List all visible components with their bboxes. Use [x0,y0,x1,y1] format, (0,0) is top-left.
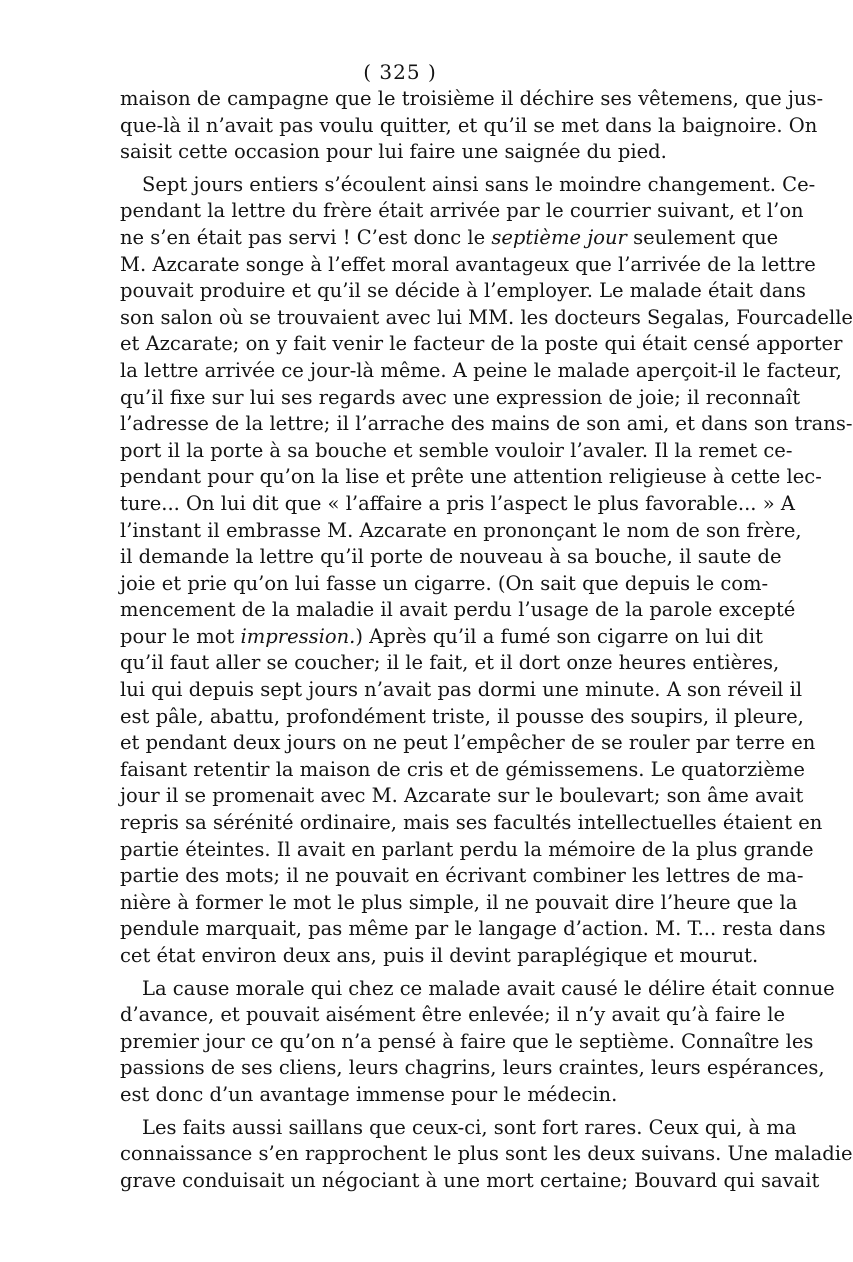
text-line: passions de ses cliens, leurs chagrins, leurs craintes, leurs espérances, [120,1056,825,1080]
text-line: d’avance, et pouvait aisément être enlevée; il n’y avait qu’à faire le [120,1003,786,1027]
text-run: ) Après qu’il a fumé son cigarre on lui dit [355,624,763,648]
paragraph-4 [120,1115,853,1195]
text-line: premier jour ce qu’on n’a pensé à faire que le septième. Connaître les [120,1029,814,1053]
text-line: connaissance s’en rapprochent le plus sont les deux suivans. Une maladie [120,1142,853,1166]
text-line: faisant retentir la maison de cris et de gémissemens. Le quatorzième [120,757,805,781]
text-line: pendule marquait, pas même par le langage d’action. M. T... resta dans [120,917,826,941]
italic-run: septième jour [491,225,627,249]
paragraph-2 [120,172,853,970]
text-line: est pâle, abattu, profondément triste, il pousse des soupirs, il pleure, [120,704,804,728]
text-line-with-italic [120,624,763,651]
text-line: lui qui depuis sept jours n’avait pas dormi une minute. A son réveil il [120,678,803,702]
text-run: seulement que [626,225,779,249]
text-line: repris sa sérénité ordinaire, mais ses facultés intellectuelles étaient en [120,811,823,835]
page-number: ( 325 ) [363,60,437,84]
text-line: qu’il faut aller se coucher; il le fait, et il dort onze heures entières, [120,651,780,675]
text-line: maison de campagne que le troisième il déchire ses vêtemens, que jus- [120,87,824,110]
paragraph-1 [120,86,824,166]
text-line: pendant pour qu’on la lise et prête une attention religieuse à cette lec- [120,465,822,489]
text-line: l’instant il embrasse M. Azcarate en prononçant le nom de son frère, [120,518,802,542]
text-line: jour il se promenait avec M. Azcarate sur le boulevart; son âme avait [120,784,804,808]
text-line: La cause morale qui chez ce malade avait causé le délire était connue [142,976,835,1000]
text-line: nière à former le mot le plus simple, il ne pouvait dire l’heure que la [120,890,798,914]
text-line: joie et prie qu’on lui fasse un cigarre. (On sait que depuis le com- [120,571,769,595]
text-line: grave conduisait un négociant à une mort certaine; Bouvard qui savait [120,1168,820,1192]
text-run: pour le mot [120,624,235,648]
text-line: pendant la lettre du frère était arrivée par le courrier suivant, et l’on [120,199,804,223]
text-line: port il la porte à sa bouche et semble vouloir l’avaler. Il la remet ce- [120,438,793,462]
text-line: mencement de la maladie il avait perdu l’usage de la parole excepté [120,598,796,622]
text-line: et pendant deux jours on ne peut l’empêcher de se rouler par terre en [120,731,816,755]
text-line: cet état environ deux ans, puis il devint paraplégique et mourut. [120,944,759,967]
text-line: M. Azcarate songe à l’effet moral avantageux que l’arrivée de la lettre [120,252,816,276]
text-line: partie des mots; il ne pouvait en écrivant combiner les lettres de ma- [120,864,804,888]
italic-run: impression. [240,624,356,648]
text-line: qu’il fixe sur lui ses regards avec une expression de joie; il reconnaît [120,385,801,409]
text-line: la lettre arrivée ce jour-là même. A peine le malade aperçoit-il le facteur, [120,358,842,382]
text-line: partie éteintes. Il avait en parlant perdu la mémoire de la plus grande [120,837,814,861]
text-line: son salon où se trouvaient avec lui MM. les docteurs Segalas, Fourcadelle [120,305,853,329]
text-line: Sept jours entiers s’écoulent ainsi sans le moindre changement. Ce- [142,172,816,196]
text-line: pouvait produire et qu’il se décide à l’employer. Le malade était dans [120,279,806,303]
text-line: saisit cette occasion pour lui faire une saignée du pied. [120,140,667,164]
paragraph-3 [120,976,835,1109]
text-line: est donc d’un avantage immense pour le médecin. [120,1082,618,1106]
text-run: ne s’en était pas servi ! C’est donc le [120,225,486,249]
body-text [120,86,853,1194]
text-line: l’adresse de la lettre; il l’arrache des mains de son ami, et dans son trans- [120,412,853,436]
text-line: il demande la lettre qu’il porte de nouveau à sa bouche, il saute de [120,545,782,569]
text-line: que-là il n’avait pas voulu quitter, et qu’il se met dans la baignoire. On [120,113,818,137]
text-line: ture... On lui dit que « l’affaire a pris l’aspect le plus favorable... » A [120,491,795,515]
text-line: Les faits aussi saillans que ceux-ci, sont fort rares. Ceux qui, à ma [142,1115,797,1139]
text-line: et Azcarate; on y fait venir le facteur de la poste qui était censé apporter [120,332,843,356]
text-line-with-italic [120,225,779,252]
